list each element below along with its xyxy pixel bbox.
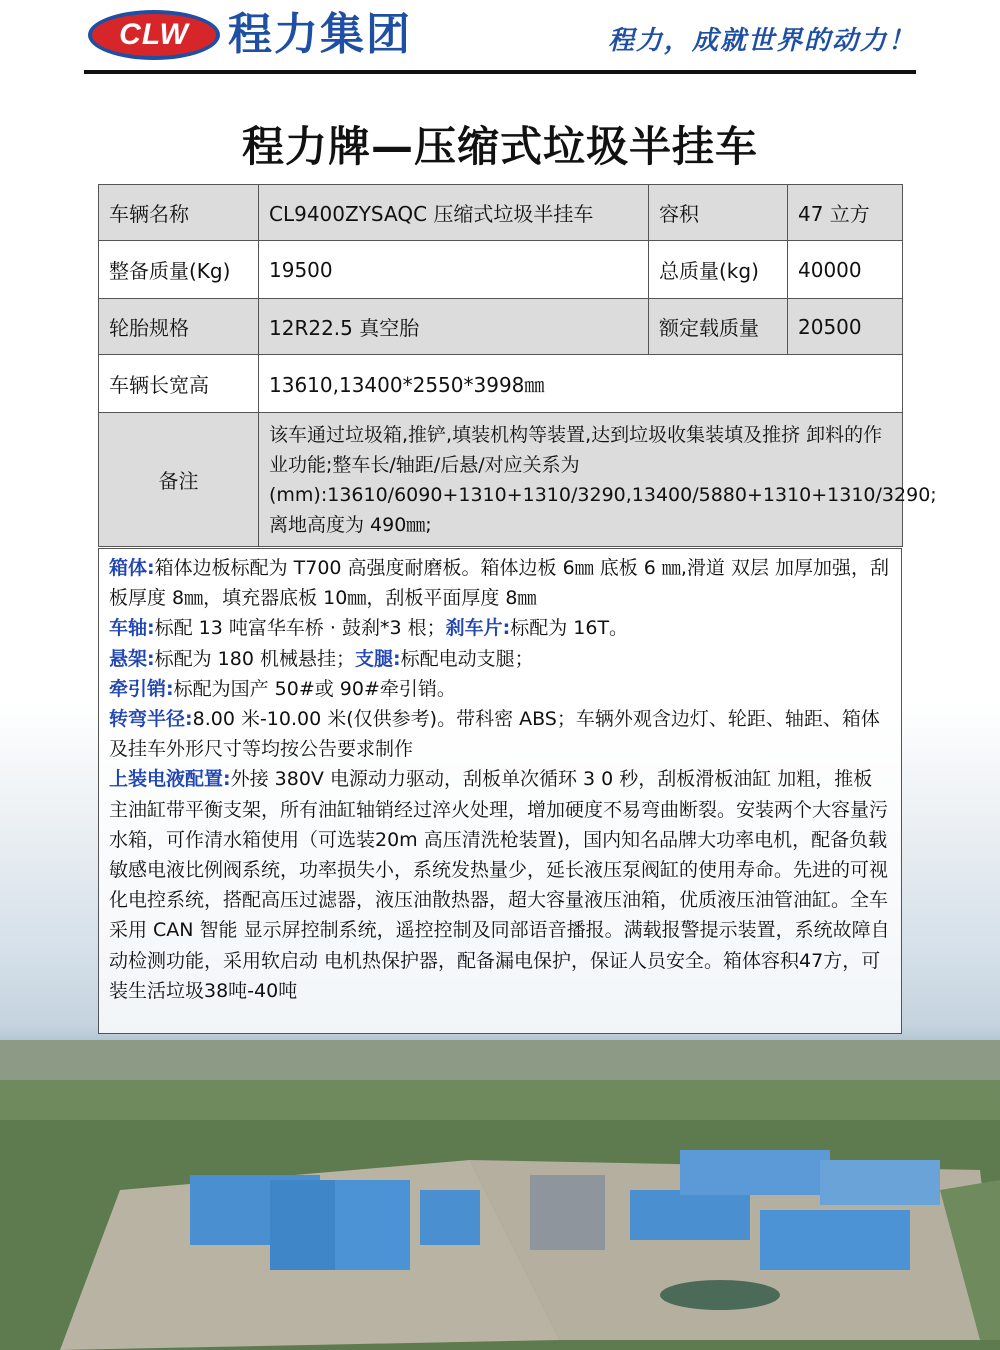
turning-text: 8.00 米-10.00 米(仅供参考)。带科密 ABS；车辆外观含边灯、轮距、轴距、箱体及挂车外形尺寸等均按公告要求制作 [109, 708, 880, 761]
hydraulic-heading: 上装电液配置: [109, 768, 231, 791]
office-tower [530, 1175, 605, 1250]
curb-weight-value: 19500 [259, 241, 649, 299]
curb-weight-label: 整备质量(Kg) [99, 241, 259, 299]
axle-text: 标配 13 吨富华车桥 · 鼓刹*3 根； [154, 617, 446, 640]
pond [660, 1280, 780, 1310]
suspension-heading: 悬架: [109, 647, 155, 670]
slogan: 程力，成就世界的动力！ [607, 26, 916, 56]
brake-text: 标配为 16T。 [510, 617, 629, 640]
total-mass-value: 40000 [788, 241, 903, 299]
header-divider [84, 70, 916, 74]
leg-heading: 支腿: [354, 647, 401, 670]
remark-value: 该车通过垃圾箱,推铲,填装机构等装置,达到垃圾收集装填及推挤 卸料的作业功能;整车长/轴距/后悬/对应关系为(mm):13610/6090+1310+1310/3290,13400/5880+1310+1310/3290;离地高度为 490㎜; [259, 413, 903, 547]
tire-label: 轮胎规格 [99, 299, 259, 355]
spec-table [98, 184, 937, 547]
brake-heading: 刹车片: [445, 617, 511, 640]
vehicle-name-value: CL9400ZYSAQC 压缩式垃圾半挂车 [259, 185, 649, 241]
distant-city [0, 1040, 1000, 1080]
page-title: 程力牌—压缩式垃圾半挂车 [241, 122, 758, 171]
factory-roof [270, 1180, 340, 1270]
volume-value: 47 立方 [788, 185, 903, 241]
kingpin-heading: 牵引销: [109, 677, 174, 700]
logo-text: CLW [119, 18, 189, 51]
rated-load-label: 额定载质量 [649, 299, 788, 355]
kingpin-text: 标配为国产 50#或 90#牵引销。 [173, 677, 456, 700]
hydraulic-text: 外接 380V 电源动力驱动，刮板单次循环 3 0 秒，刮板滑板油缸 加粗，推板主油缸带平衡支架，所有油缸轴销经过淬火处理，增加硬度不易弯曲断裂。安装两个大容量污水箱，可作清水箱使用（可选装20m 高压清洗枪装置)，国内知名品牌大功率电机，配备负载敏感电液比例阀系统，功率损失小，系统发热量少，延长液压泵阀缸的使用寿命。先进的可视化电控系统，搭配高压过滤器，液压油散热器，超大容量液压油箱，优质液压油管油缸。全车采用 CAN 智能 显示屏控制系统，遥控控制及同部语音播报。满载报警提示装置，系统故障自动检测功能，采用软启动 电机热保护器，配备漏电保护，保证人员安全。箱体容积47方，可装生活垃圾38吨-40吨 [109, 768, 890, 1002]
table-row [99, 185, 903, 241]
factory-roof [680, 1150, 830, 1195]
volume-label: 容积 [649, 185, 788, 241]
dimensions-label: 车辆长宽高 [99, 355, 259, 413]
vehicle-name-label: 车辆名称 [99, 185, 259, 241]
factory-roof [820, 1160, 940, 1205]
table-row [99, 299, 903, 355]
box-heading: 箱体: [109, 557, 155, 579]
table-row [99, 355, 903, 413]
box-text: 箱体边板标配为 T700 高强度耐磨板。箱体边板 6㎜ 底板 6 ㎜,滑道 双层 加厚加强，刮板厚度 8㎜，填充器底板 10㎜，刮板平面厚度 8㎜ [109, 557, 890, 610]
tire-value: 12R22.5 真空胎 [259, 299, 649, 355]
remark-label: 备注 [99, 413, 259, 547]
factory-roof [630, 1190, 750, 1240]
company-name: 程力集团 [228, 9, 412, 60]
description-box [98, 548, 902, 1034]
factory-roof [420, 1190, 480, 1245]
table-row [99, 241, 903, 299]
factory-aerial-photo [0, 1040, 1000, 1350]
turning-heading: 转弯半径: [109, 708, 193, 731]
suspension-text: 标配为 180 机械悬挂； [154, 647, 355, 670]
rated-load-value: 20500 [788, 299, 903, 355]
table-row [99, 413, 903, 547]
company-logo [88, 10, 458, 60]
factory-roof [335, 1180, 410, 1270]
dimensions-value: 13610,13400*2550*3998㎜ [259, 355, 903, 413]
axle-heading: 车轴: [109, 617, 155, 640]
total-mass-label: 总质量(kg) [649, 241, 788, 299]
leg-text: 标配电动支腿； [400, 647, 534, 670]
factory-roof [760, 1210, 910, 1270]
clw-logo-mark [88, 10, 220, 60]
midground-fields [0, 1080, 1000, 1120]
